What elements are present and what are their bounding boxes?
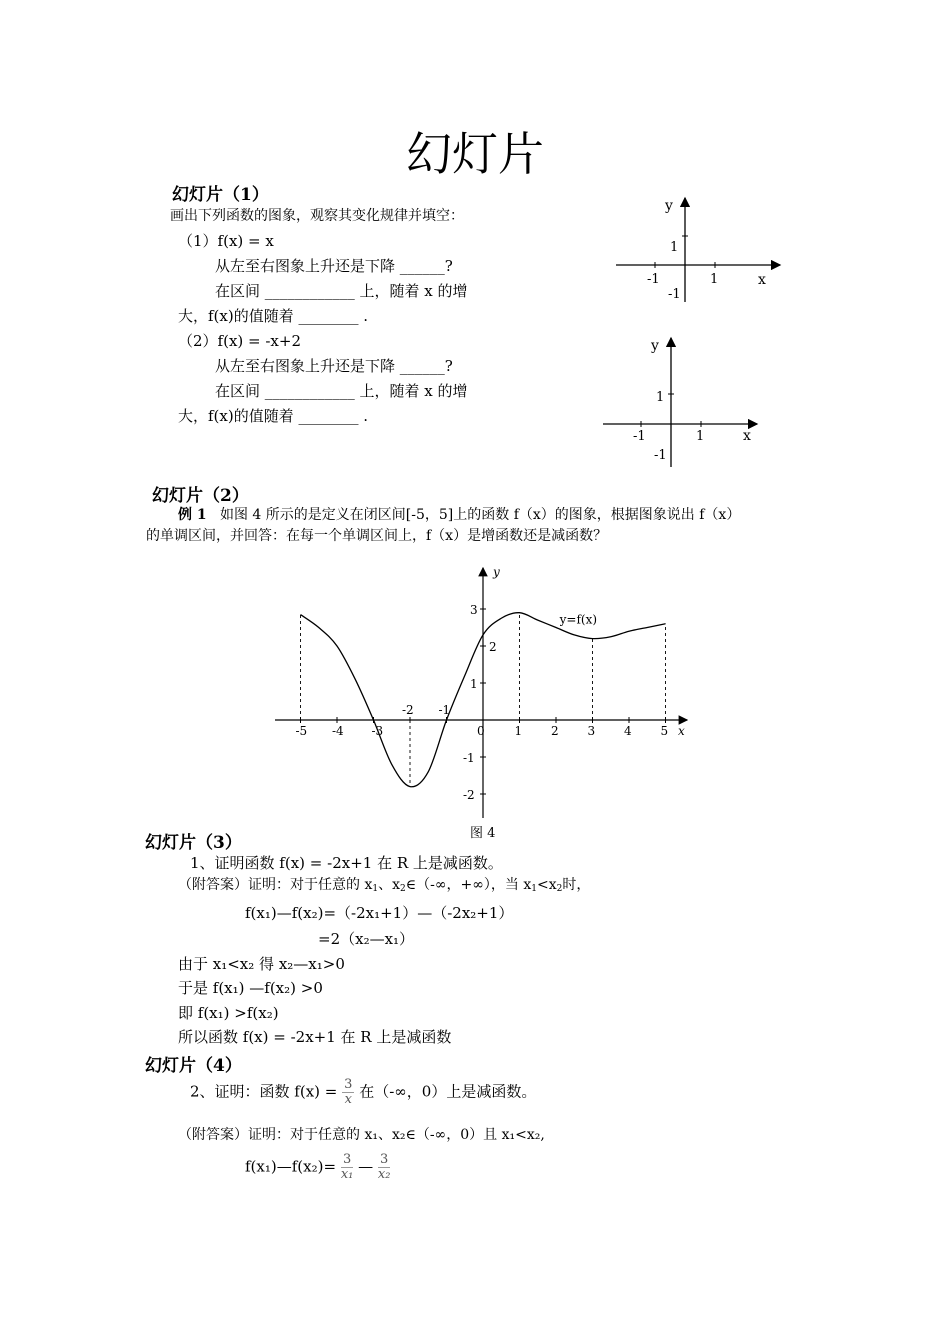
slide4-problem: 2、证明：函数 f(x) = $\frac{3}{x}$ 在（-∞，0）上是减函数。 <box>190 1077 537 1107</box>
slide1-intro: 画出下列函数的图象，观察其变化规律并填空： <box>170 208 464 224</box>
slide1-q2-label: （2）f(x) = -x+2 <box>178 332 302 350</box>
x-label: x <box>758 272 766 288</box>
axes-diagram-1 <box>610 192 790 307</box>
y-tick-label: -2 <box>463 788 475 802</box>
figure-4-chart <box>265 560 705 845</box>
y-label: y <box>665 198 673 214</box>
x-tick-label: -5 <box>295 724 308 738</box>
slide3-step5: 即 f(x₁) >f(x₂) <box>178 1004 279 1022</box>
slide3-answer: （附答案）证明：对于任意的 $x_1$、$x_2\in(-\infty$，+∞），当 $x_1<x_2$时， <box>178 877 591 894</box>
slide4-step1: f(x₁)—f(x₂)= $\frac{3}{\text{x₁}}$ — $\frac{3}{\text{x₂}}$ <box>245 1152 391 1182</box>
slide1-heading: 幻灯片（1） <box>172 185 269 205</box>
tick-neg1-x: -1 <box>633 429 646 444</box>
x-tick-label: 1 <box>514 724 523 738</box>
slide1-q2-line3: 大，f(x)的值随着 ________ . <box>178 407 369 425</box>
x-tick-label: 2 <box>551 724 559 738</box>
y-label: y <box>651 338 659 354</box>
y-tick-label: 3 <box>470 603 478 617</box>
slide1-q1-line1: 从左至右图象上升还是下降 ______? <box>215 257 453 275</box>
slide3-step2: =2（x₂—x₁） <box>318 930 415 948</box>
slide1-q1-line3: 大，f(x)的值随着 ________ . <box>178 307 369 325</box>
tick-1: 1 <box>670 240 679 255</box>
slide1-q1-line2: 在区间 ____________ 上，随着 x 的增 <box>215 282 468 300</box>
tick-1: 1 <box>656 390 665 405</box>
slide2-line1: 如图 4 所示的是定义在闭区间[-5，5]上的函数 f（x）的图象，根据图象说出 f（x） <box>219 507 741 523</box>
slide3-step6: 所以函数 f(x) = -2x+1 在 R 上是减函数 <box>178 1028 452 1046</box>
origin-label: 0 <box>477 724 485 738</box>
x-tick-label: 3 <box>587 724 596 738</box>
slide1-q2-line2: 在区间 ____________ 上，随着 x 的增 <box>215 382 468 400</box>
x-tick-label: -1 <box>438 703 451 717</box>
slide4-heading: 幻灯片（4） <box>145 1056 242 1076</box>
slide3-step1: f(x₁)—f(x₂)=（-2x₁+1）—（-2x₂+1） <box>245 904 514 922</box>
y-tick-label: 2 <box>489 640 497 654</box>
slide2-heading: 幻灯片（2） <box>152 486 249 506</box>
tick-neg1-y: -1 <box>654 448 667 463</box>
y-tick-label: -1 <box>463 751 475 765</box>
fraction-3-over-x2: $\frac{3}{\text{x₂}}$ <box>377 1152 391 1182</box>
fraction-3-over-x1: $\frac{3}{\text{x₁}}$ <box>340 1152 354 1182</box>
tick-1-x: 1 <box>696 429 705 444</box>
x-tick-label: -2 <box>402 703 414 717</box>
tick-neg1-y: -1 <box>668 287 681 302</box>
tick-neg1-x: -1 <box>647 272 660 287</box>
y-axis-label: y <box>493 565 500 579</box>
x-tick-label: -4 <box>332 724 344 738</box>
tick-1-x: 1 <box>710 272 719 287</box>
slide2-line2: 的单调区间，并回答：在每一个单调区间上，f（x）是增函数还是减函数？ <box>146 528 608 544</box>
y-tick-label: 1 <box>470 677 478 691</box>
x-label: x <box>743 428 751 444</box>
slide3-heading: 幻灯片（3） <box>145 833 242 853</box>
slide4-answer: （附答案）证明：对于任意的 x₁、x₂∈（-∞，0）且 x₁<x₂, <box>178 1127 545 1143</box>
example-label: 例 1 <box>178 507 207 523</box>
x-tick-label: 5 <box>660 724 669 738</box>
fraction-3-over-x: $\frac{3}{x}$ <box>344 1077 353 1107</box>
x-tick-label: -3 <box>371 724 384 738</box>
page-title: 幻灯片 <box>406 127 544 181</box>
slide3-step4: 于是 f(x₁) —f(x₂) >0 <box>178 979 323 997</box>
slide3-step3: 由于 x₁<x₂ 得 x₂—x₁>0 <box>178 955 345 973</box>
figure-caption: 图 4 <box>470 826 496 841</box>
slide1-q2-line1: 从左至右图象上升还是下降 ______? <box>215 357 453 375</box>
slide1-q1-label: （1）f(x) = x <box>178 232 274 250</box>
slide3-problem: 1、证明函数 f(x) = -2x+1 在 R 上是减函数。 <box>190 854 503 872</box>
x-axis-label: x <box>678 724 685 738</box>
curve-label: y=f(x) <box>559 612 598 627</box>
axes-diagram-2 <box>597 332 777 472</box>
x-tick-label: 4 <box>624 724 632 738</box>
